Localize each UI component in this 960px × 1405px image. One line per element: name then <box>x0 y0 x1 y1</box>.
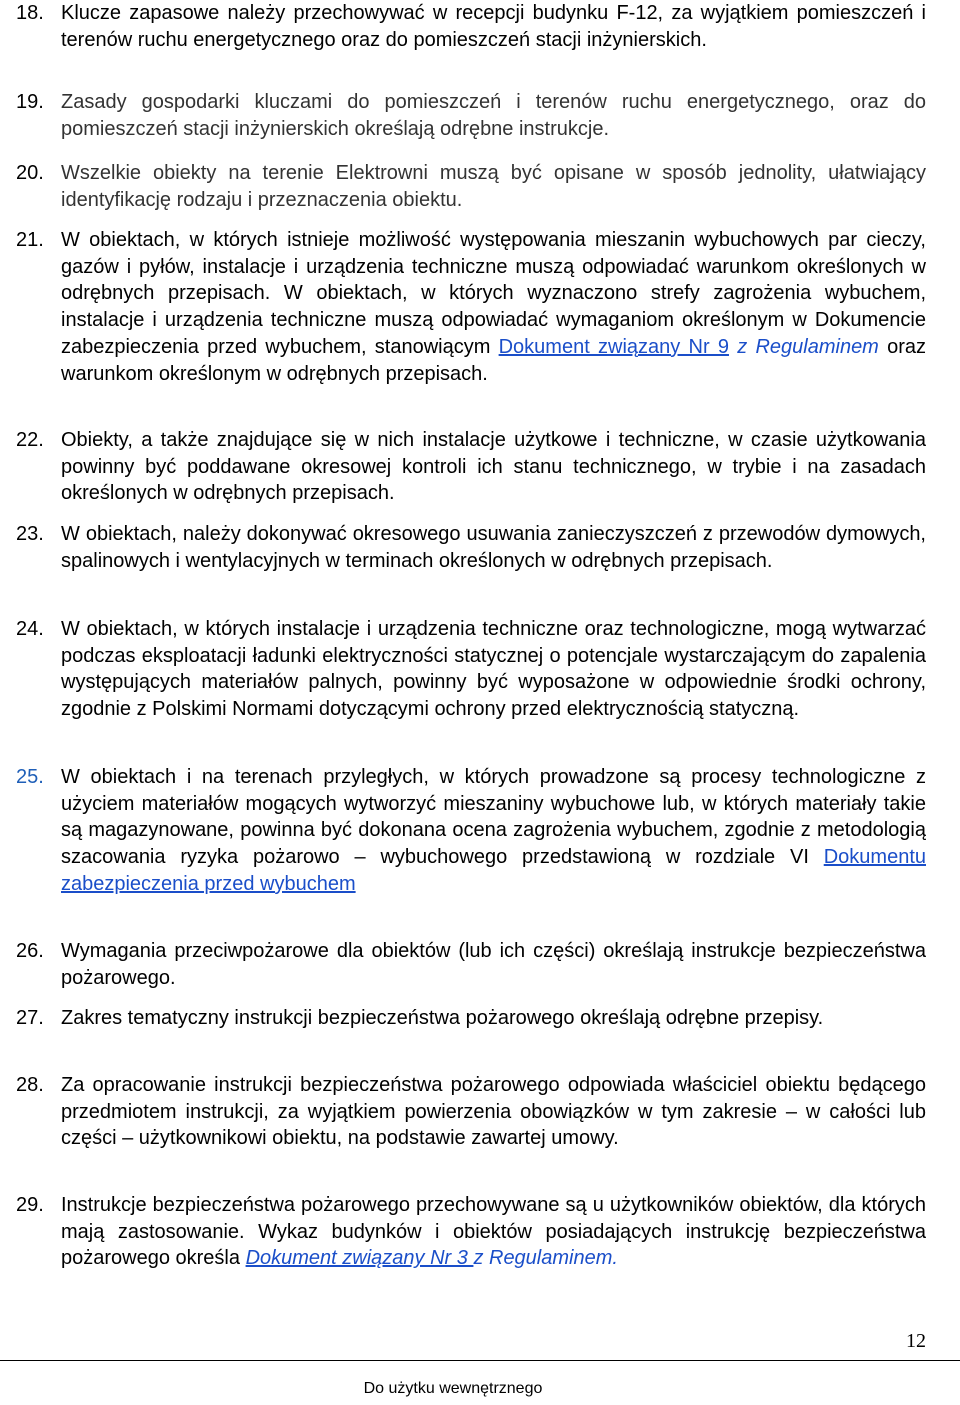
item-text-part: Instrukcje bezpieczeństwa pożarowego przechowywane są u użytkowników obiektów, dla których mają zastosowanie. Wykaz budynków i obiektów posiadających instrukcję bezpieczeństwa pożarowego określa <box>61 1194 926 1270</box>
item-text <box>61 227 926 387</box>
item-number: 29. <box>16 1194 44 1216</box>
item-text: Wszelkie obiekty na terenie Elektrowni muszą być opisane w sposób jednolity, ułatwiający identyfikację rodzaju i przeznaczenia obiektu. <box>61 162 926 211</box>
related-document-link[interactable]: Dokument związany Nr 3 <box>245 1247 474 1270</box>
explosion-protection-document-link[interactable]: Dokumentu zabezpieczenia przed wybuchem <box>61 846 926 895</box>
item-text: W obiektach, należy dokonywać okresowego usuwania zanieczyszczeń z przewodów dymowych, spalinowych i wentylacyjnych w terminach określonych w odrębnych przepisach. <box>61 523 926 572</box>
page-number: 12 <box>906 1330 926 1352</box>
item-text: W obiektach, w których instalacje i urządzenia techniczne oraz technologiczne, mogą wytwarzać podczas eksploatacji ładunki elektryczności statycznej o potencjale wystarczającym do zapalenia występujących materiałów palnych, powinny być wyposażone w odpowiednie środki ochrony, zgodnie z Polskimi Normami dotyczącymi ochrony przed elektrycznością statyczną. <box>61 618 926 721</box>
item-number: 19. <box>16 91 44 113</box>
item-text: Wymagania przeciwpożarowe dla obiektów (lub ich części) określają instrukcje bezpieczeństwa pożarowego. <box>61 940 926 989</box>
regulation-link[interactable]: z Regulaminem <box>737 335 879 358</box>
item-text: Klucze zapasowe należy przechowywać w recepcji budynku F-12, za wyjątkiem pomieszczeń i terenów ruchu energetycznego oraz do pomieszczeń stacji inżynierskich. <box>61 2 926 51</box>
item-number: 28. <box>16 1074 44 1096</box>
footer-note: Do użytku wewnętrznego <box>363 1380 543 1397</box>
item-number: 24. <box>16 618 44 640</box>
item-number: 18. <box>16 2 44 24</box>
regulation-link[interactable]: z Regulaminem. <box>473 1247 618 1270</box>
item-text-part: oraz warunkom określonym w odrębnych przepisach. <box>61 335 927 385</box>
item-text <box>61 1192 926 1272</box>
item-text: Za opracowanie instrukcji bezpieczeństwa pożarowego odpowiada właściciel obiektu będącego przedmiotem instrukcji, za wyjątkiem powierzenia obowiązków w tym zakresie – w całości lub części – użytkownikowi obiektu, na podstawie zawartej umowy. <box>61 1074 926 1150</box>
item-text: Obiekty, a także znajdujące się w nich instalacje użytkowe i techniczne, w czasie użytkowania powinny być poddawane okresowej kontroli ich stanu technicznego, w trybie i na zasadach określonych w odrębnych przepisach. <box>61 429 926 505</box>
item-number: 20. <box>16 162 44 184</box>
item-number: 26. <box>16 940 44 962</box>
item-text <box>61 764 926 898</box>
item-number: 21. <box>16 229 44 251</box>
footer-divider <box>0 1360 960 1361</box>
related-document-link[interactable]: Dokument związany Nr 9 <box>498 335 729 358</box>
item-number: 25. <box>16 766 44 788</box>
item-text: Zakres tematyczny instrukcji bezpieczeństwa pożarowego określają odrębne przepisy. <box>61 1007 824 1029</box>
item-number: 22. <box>16 429 44 451</box>
item-text: Zasady gospodarki kluczami do pomieszczeń i terenów ruchu energetycznego, oraz do pomieszczeń stacji inżynierskich określają odrębne instrukcje. <box>61 91 926 140</box>
item-text-part: W obiektach, w których istnieje możliwość występowania mieszanin wybuchowych par cieczy, gazów i pyłów, instalacje i urządzenia techniczne muszą odpowiadać warunkom określonych w odrębnych przepisach. W obiektach, w których wyznaczono strefy zagrożenia wybuchem, instalacje i urządzenia techniczne muszą odpowiadać wymaganiom określonym w Dokumencie zabezpieczenia przed wybuchem, stanowiącym <box>61 229 926 358</box>
item-text-part: W obiektach i na terenach przyległych, w których prowadzone są procesy technologiczne z użyciem materiałów mogących wytworzyć mieszaniny wybuchowe lub, w których materiały takie są magazynowane, powinna być dokonana ocena zagrożenia wybuchem, zgodnie z metodologią szacowania ryzyka pożarowo – wybuchowego przedstawioną w rozdziale VI <box>61 766 926 869</box>
item-number: 27. <box>16 1007 44 1029</box>
item-number: 23. <box>16 523 44 545</box>
